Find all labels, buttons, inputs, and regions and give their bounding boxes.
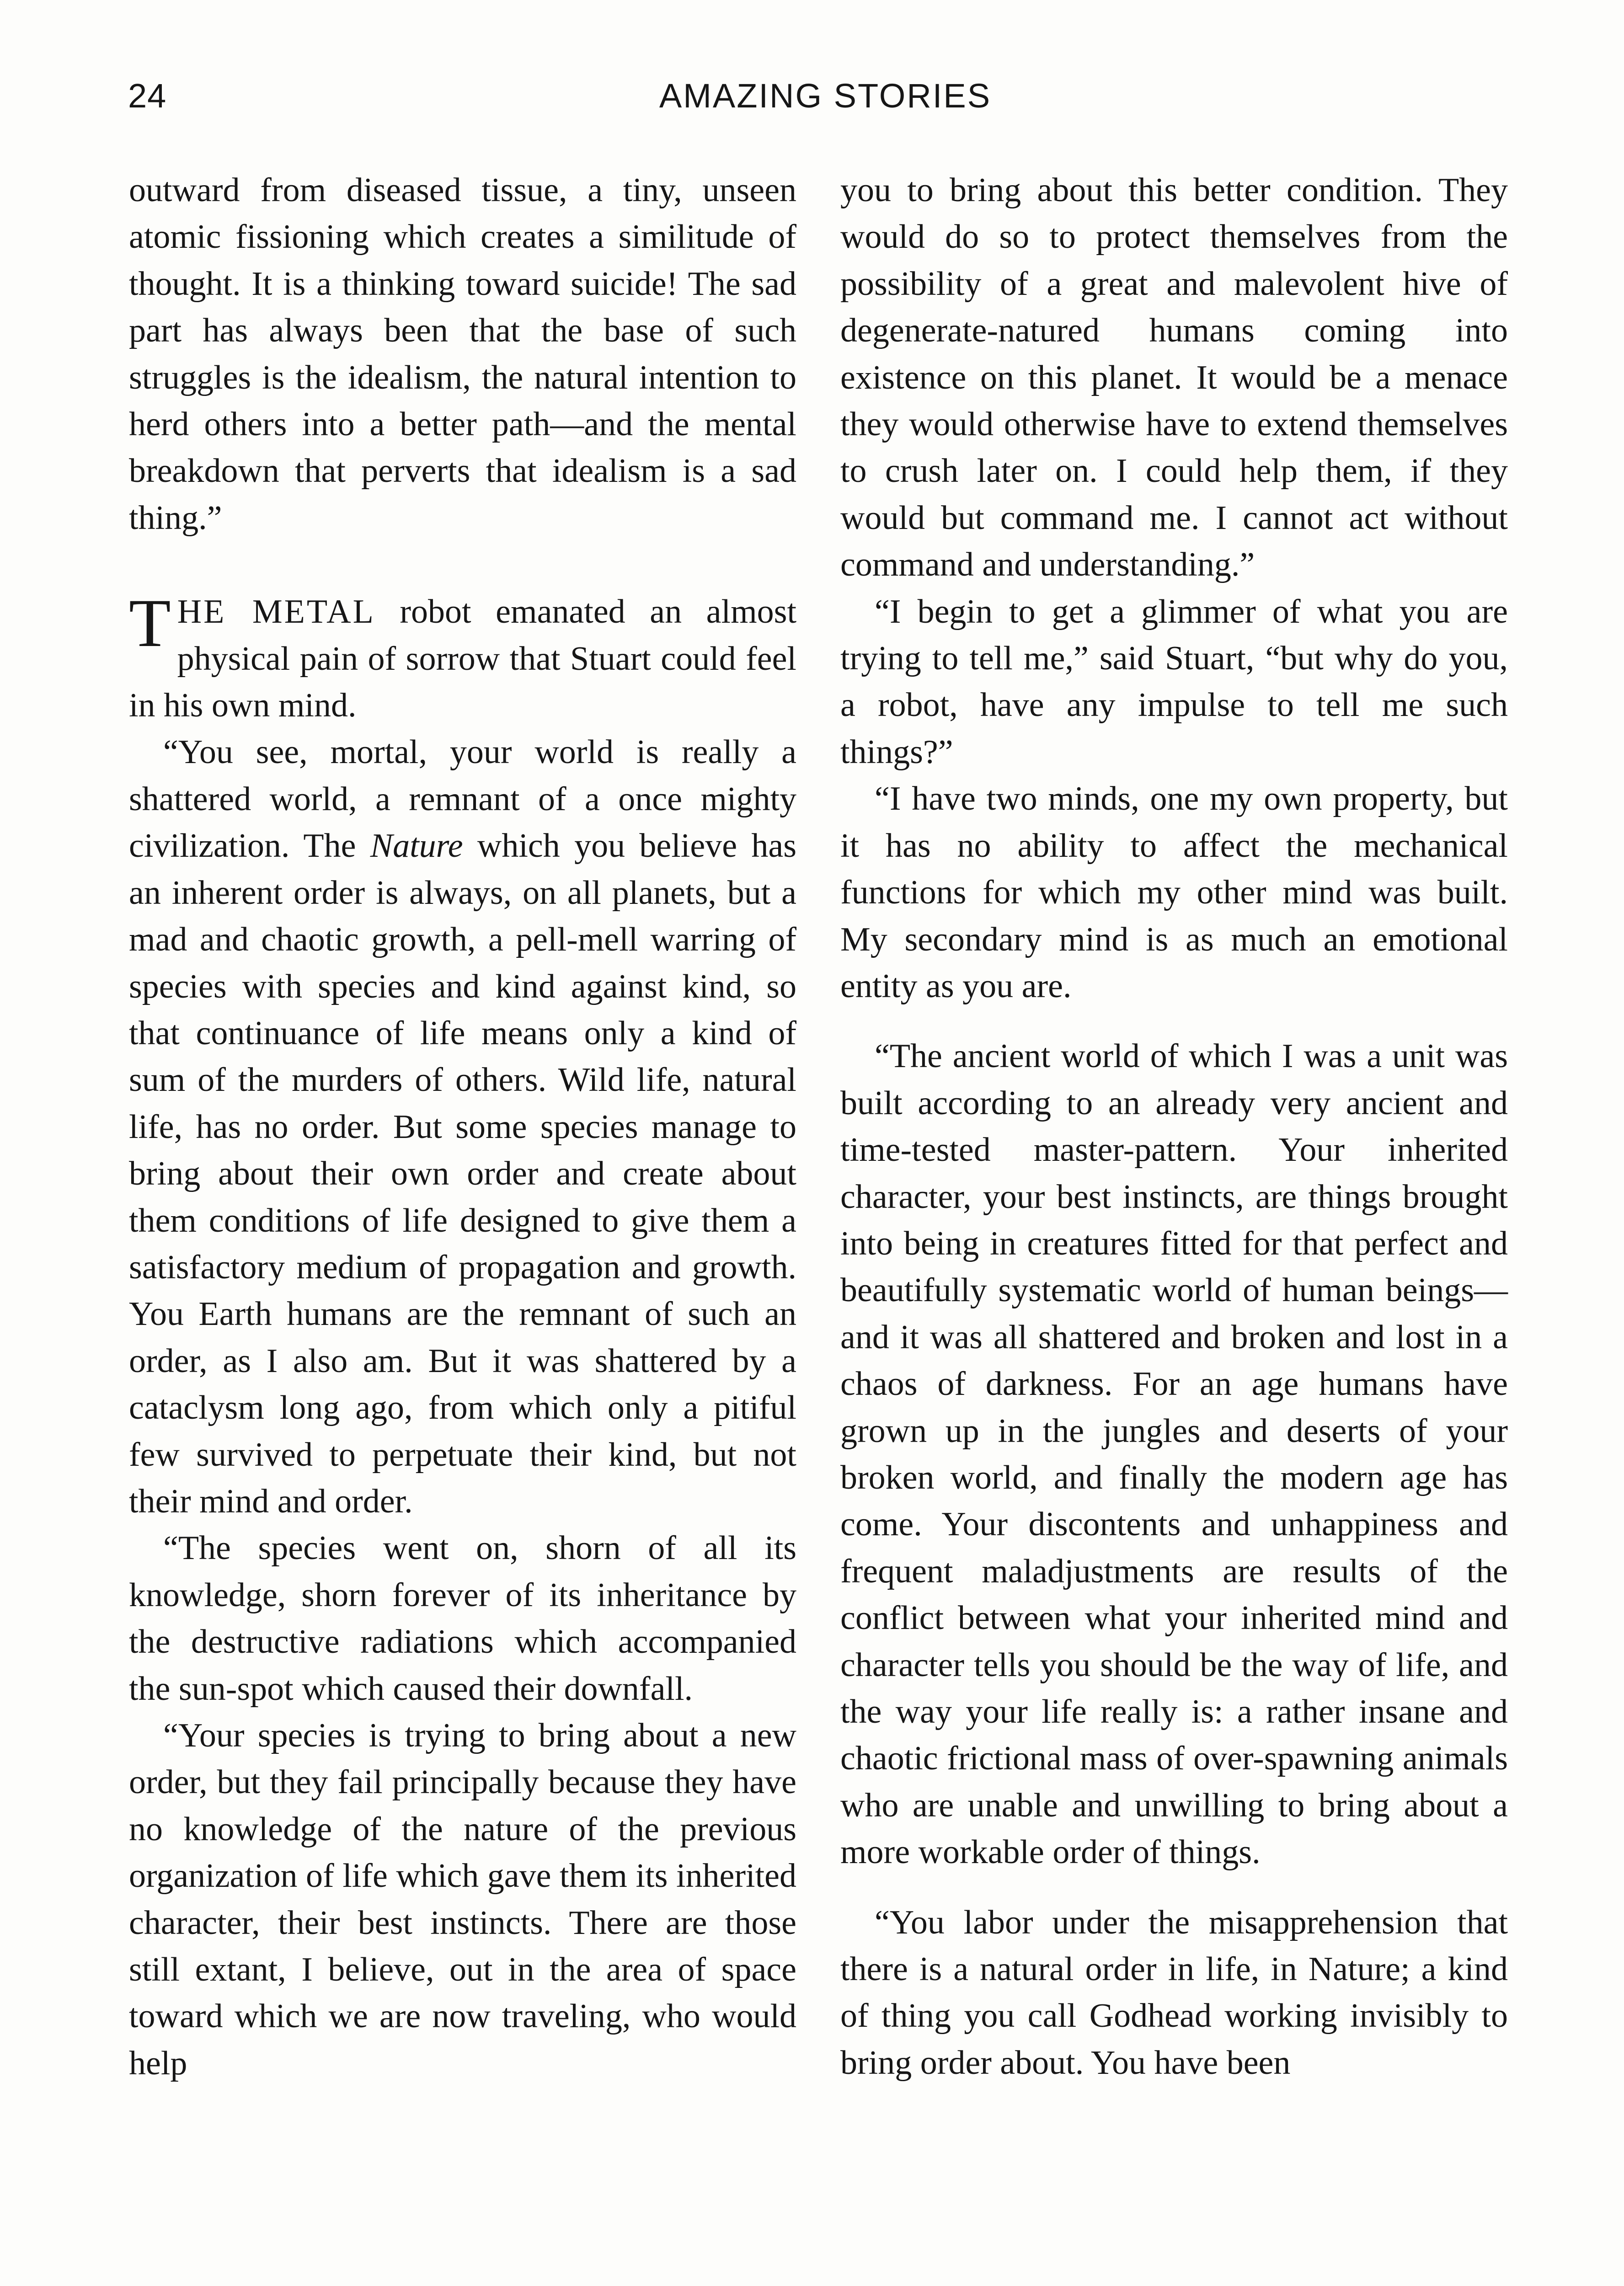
page-number: 24 (128, 77, 167, 115)
paragraph-text: “You see, mortal, your world is really a shattered world, a remnant of a once mighty civilization. The (129, 733, 796, 865)
italic-word: Nature (370, 827, 463, 865)
paragraph-text: which you believe has an inherent order is always, on all planets, but a mad and chaotic growth, a pell-mell warring of species with species and kind against kind, so that continuance of life means only a kind of sum of the murders of others. Wild life, natural life, has no order. But some species manage to bring about their own order and create about them conditions of life designed to give them a satisfactory medium of propagation and growth. You Earth humans are the remnant of such an order, as I also am. But it was shattered by a cataclysm long ago, from which only a pitiful few survived to perpetuate their kind, but not their mind and order. (129, 827, 796, 1520)
paragraph: “I have two minds, one my own property, but it has no ability to affect the mechanical functions for which my other mind was built. My secondary mind is as much an emotional entity as you are. (840, 780, 1508, 1005)
paragraph-gap (840, 1876, 1508, 1899)
paragraph: “Your species is trying to bring about a new order, but they fail principally because they have no knowledge of the nature of the previous organization of life which gave them its inherited character, their best instincts. There are those still extant, I believe, out in the area of space toward which we are now traveling, who would help (129, 1717, 796, 2082)
section-break (129, 541, 796, 588)
paragraph-gap (840, 1009, 1508, 1033)
right-column (840, 167, 1508, 2086)
paragraph (129, 729, 796, 1525)
paragraph: you to bring about this better condition. They would do so to protect themselves from the possibility of a great and malevolent hive of degenerate-natured humans coming into existence on this planet. It would be a menace they would otherwise have to extend themselves to crush later on. I could help them, if they would but command me. I cannot act without command and understanding.” (840, 171, 1508, 584)
paragraph: “The species went on, shorn of all its knowledge, shorn forever of its inheritance by the destructive radiations which accompanied the sun-spot which caused their downfall. (129, 1529, 796, 1708)
running-title: AMAZING STORIES (659, 77, 992, 115)
left-column (129, 167, 796, 2087)
section-opening-paragraph (129, 585, 797, 729)
paragraph-text: robot emanated an almost physical pain of sorrow that Stuart could feel in his own mind. (129, 593, 797, 725)
drop-cap: T (129, 585, 171, 662)
paragraph: “I begin to get a glimmer of what you are trying to tell me,” said Stuart, “but why do you, a robot, have any impulse to tell me such things?” (840, 593, 1508, 771)
page-header (128, 73, 1522, 128)
paragraph: “You labor under the misapprehension that there is a natural order in life, in Nature; a kind of thing you call Godhead working invisibly to bring order about. You have been (840, 1903, 1508, 2082)
paragraph: outward from diseased tissue, a tiny, unseen atomic fissioning which creates a similitude of thought. It is a thinking toward suicide! The sad part has always been that the base of such struggles is the idealism, the natural intention to herd others into a better path—and the mental breakdown that perverts that idealism is a sad thing.” (129, 171, 796, 537)
paragraph: “The ancient world of which I was a unit was built according to an already very ancient and time-tested master-pattern. Your inherited character, your best instincts, are things brought into being in creatures fitted for that perfect and beautifully systematic world of human beings—and it was all shattered and broken and lost in a chaos of darkness. For an age humans have grown up in the jungles and deserts of your broken world, and finally the modern age has come. Your discontents and unhappiness and frequent maladjustments are results of the conflict between what your inherited mind and character tells you should be the way of life, and the way your life really is: a rather insane and chaotic frictional mass of over-spawning animals who are unable and unwilling to bring about a more workable order of things. (840, 1037, 1508, 1871)
lead-in-caps: HE METAL (177, 593, 375, 631)
